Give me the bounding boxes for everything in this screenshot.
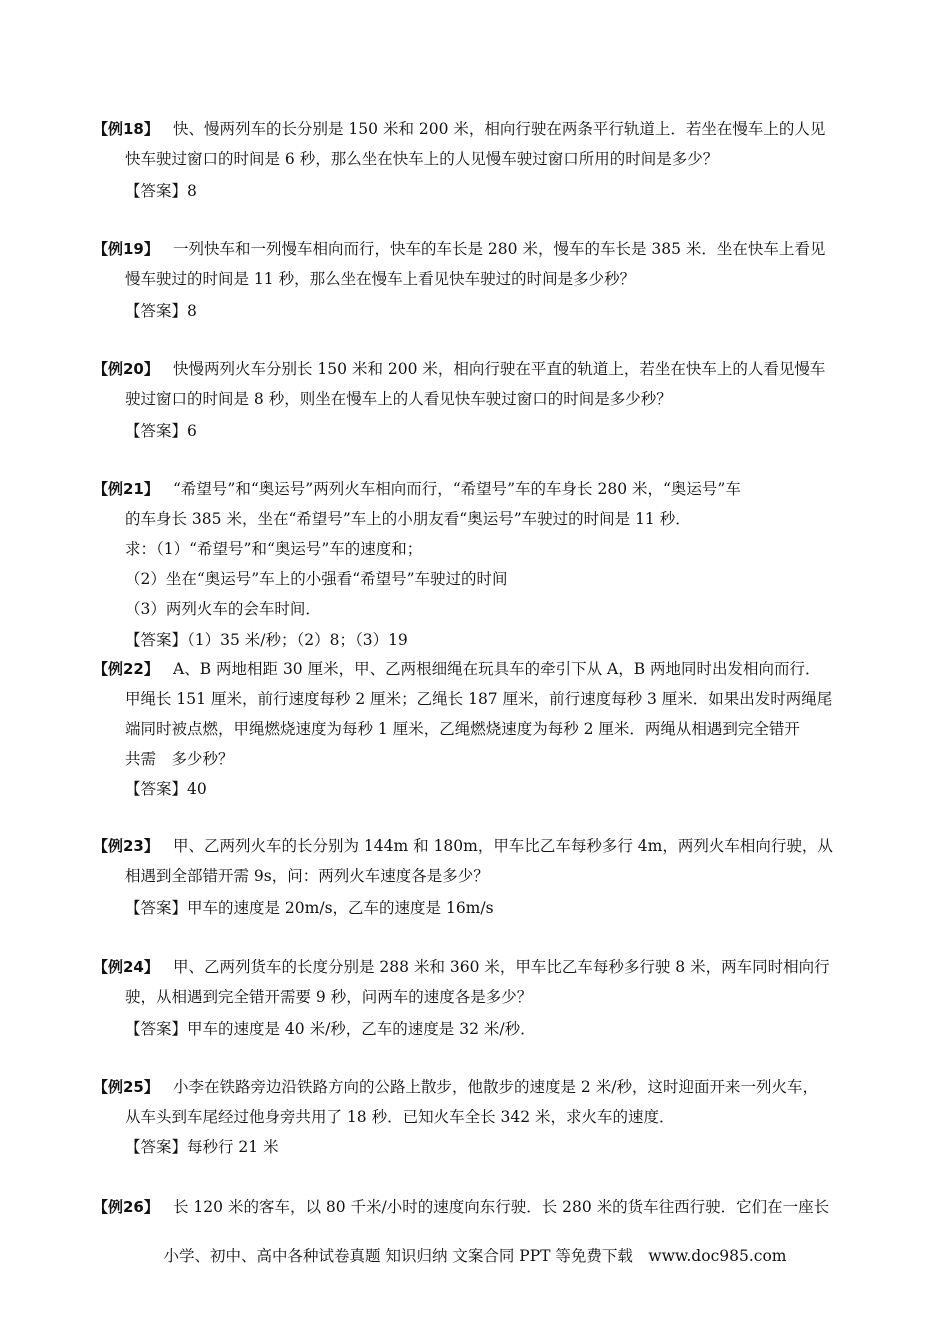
answer-line: 【答案】8 [125,302,197,320]
page-footer: 小学、初中、高中各种试卷真题 知识归纳 文案合同 PPT 等免费下载 www.doc985.com [163,1247,787,1265]
answer-line: 【答案】6 [125,422,197,440]
problem-text-line: 驶，从相遇到完全错开需要 9 秒，问两车的速度各是多少？ [125,988,533,1006]
answer-line: 【答案】每秒行 21 米 [125,1138,279,1156]
problem-text-line: （3）两列火车的会车时间． [125,600,321,618]
problem-label: 【例20】 [93,360,159,378]
problem-text-line: 相遇到全部错开需 9s，问：两列火车速度各是多少？ [125,867,489,885]
answer-line: 【答案】甲车的速度是 20m/s，乙车的速度是 16m/s [125,899,494,917]
answer-line: 【答案】40 [125,780,207,798]
problem-text-line: 端同时被点燃，甲绳燃烧速度为每秒 1 厘米，乙绳燃烧速度为每秒 2 厘米．两绳从相遇到完全错开 [125,720,800,738]
problem-text-line: 甲绳长 151 厘米，前行速度每秒 2 厘米；乙绳长 187 厘米，前行速度每秒 3 厘米．如果出发时两绳尾 [125,690,833,708]
problem-label: 【例21】 [93,480,159,498]
problem-text-line: 长 120 米的客车，以 80 千米/小时的速度向东行驶．长 280 米的货车往西行驶．它们在一座长 [173,1198,830,1216]
problem-text-line: 小李在铁路旁边沿铁路方向的公路上散步，他散步的速度是 2 米/秒，这时迎面开来一列火车， [173,1078,818,1096]
problem-text-line: 快、慢两列车的长分别是 150 米和 200 米，相向行驶在两条平行轨道上．若坐在慢车上的人见 [173,120,826,138]
problem-text-line: 的车身长 385 米，坐在“希望号”车上的小朋友看“奥运号”车驶过的时间是 11 秒． [125,510,691,528]
problem-label: 【例26】 [93,1198,159,1216]
answer-line: 【答案】甲车的速度是 40 米/秒，乙车的速度是 32 米/秒． [125,1020,536,1038]
problem-text-line: 甲、乙两列货车的长度分别是 288 米和 360 米，甲车比乙车每秒多行驶 8 米，两车同时相向行 [173,958,830,976]
problem-text-line: 快车驶过窗口的时间是 6 秒，那么坐在快车上的人见慢车驶过窗口所用的时间是多少？ [125,150,719,168]
answer-line: 【答案】（1）35 米/秒；（2）8；（3）19 [125,631,408,649]
problem-label: 【例24】 [93,958,159,976]
problem-text-line: A、B 两地相距 30 厘米，甲、乙两根细绳在玩具车的牵引下从 A，B 两地同时出发相向而行． [173,660,821,678]
problem-text-line: 共需 多少秒？ [125,750,234,768]
answer-line: 【答案】8 [125,182,197,200]
problem-text-line: （2）坐在“奥运号”车上的小强看“希望号”车驶过的时间 [125,570,508,588]
problem-label: 【例23】 [93,837,159,855]
problem-label: 【例18】 [93,120,159,138]
problem-text-line: 一列快车和一列慢车相向而行，快车的车长是 280 米，慢车的车长是 385 米．坐在快车上看见 [173,240,826,258]
problem-text-line: “希望号”和“奥运号”两列火车相向而行，“希望号”车的车身长 280 米，“奥运号”车 [173,480,741,498]
problem-text-line: 驶过窗口的时间是 8 秒，则坐在慢车上的人看见快车驶过窗口的时间是多少秒？ [125,390,672,408]
problem-text-line: 快慢两列火车分别长 150 米和 200 米，相向行驶在平直的轨道上，若坐在快车上的人看见慢车 [173,360,826,378]
problem-text-line: 求：（1）“希望号”和“奥运号”车的速度和； [125,540,423,558]
problem-text-line: 甲、乙两列火车的长分别为 144m 和 180m，甲车比乙车每秒多行 4m，两列火车相向行驶，从 [173,837,833,855]
problem-label: 【例22】 [93,660,159,678]
problem-label: 【例19】 [93,240,159,258]
problem-text-line: 慢车驶过的时间是 11 秒，那么坐在慢车上看见快车驶过的时间是多少秒？ [125,270,636,288]
problem-label: 【例25】 [93,1078,159,1096]
problem-text-line: 从车头到车尾经过他身旁共用了 18 秒．已知火车全长 342 米，求火车的速度． [125,1108,675,1126]
